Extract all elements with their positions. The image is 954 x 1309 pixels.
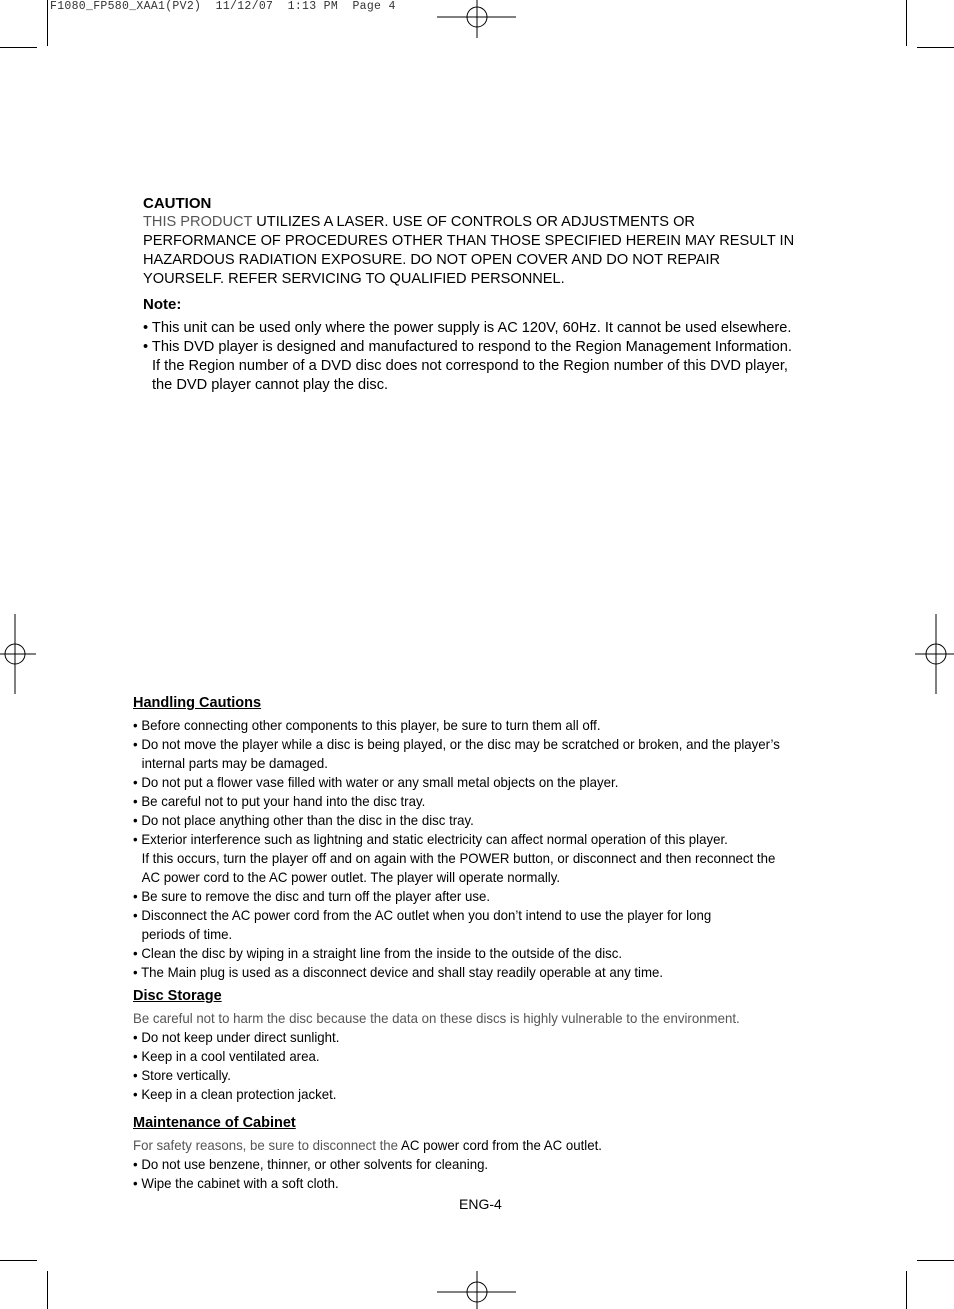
note-bullet-2-cont-2: the DVD player cannot play the disc. [152,377,389,393]
caution-title: CAUTION [143,195,212,212]
handling-line: • Clean the disc by wiping in a straight line from the inside to the outside of the disc. [133,946,623,961]
print-slug: F1080_FP580_XAA1(PV2) 11/12/07 1:13 PM Page 4 [50,0,396,13]
disc-storage-line: • Keep in a cool ventilated area. [133,1049,320,1064]
handling-line: AC power cord to the AC power outlet. The player will operate normally. [141,870,561,885]
maintenance-intro-rest: AC power cord from the AC outlet. [398,1138,602,1153]
maintenance-section [133,1114,843,1193]
maintenance-line: • Do not use benzene, thinner, or other solvents for cleaning. [133,1157,489,1172]
handling-line: • Be careful not to put your hand into the disc tray. [133,794,426,809]
handling-line: • The Main plug is used as a disconnect device and shall stay readily operable at any time. [133,965,664,980]
disc-storage-section [133,987,843,1104]
caution-line-4: YOURSELF. REFER SERVICING TO QUALIFIED PERSONNEL. [143,271,565,287]
note-section [143,295,843,395]
handling-section [133,694,843,982]
maintenance-line: • Wipe the cabinet with a soft cloth. [133,1176,339,1191]
disc-storage-line: • Keep in a clean protection jacket. [133,1087,337,1102]
disc-storage-intro: Be careful not to harm the disc because the data on these discs is highly vulnerable to the environment. [133,1011,740,1026]
note-bullet-2: • This DVD player is designed and manufactured to respond to the Region Management Information. [143,339,792,355]
handling-line: • Do not move the player while a disc is being played, or the disc may be scratched or broken, and the player’s [133,737,780,752]
registration-target-bottom [437,1271,516,1309]
note-title: Note: [143,296,182,313]
handling-line: • Exterior interference such as lightning and static electricity can affect normal operation of this player. [133,832,728,847]
maintenance-title: Maintenance of Cabinet [133,1115,296,1131]
handling-line: internal parts may be damaged. [141,756,328,771]
maintenance-intro-gray: For safety reasons, be sure to disconnect the [133,1138,399,1153]
caution-line-2: PERFORMANCE OF PROCEDURES OTHER THAN THOSE SPECIFIED HEREIN MAY RESULT IN [143,233,795,249]
registration-target-left [0,614,36,694]
caution-line-1 [143,213,843,232]
handling-line: If this occurs, turn the player off and on again with the POWER button, or disconnect and then reconnect the [141,851,776,866]
caution-line-1-text: UTILIZES A LASER. USE OF CONTROLS OR ADJUSTMENTS OR [252,214,695,230]
disc-storage-line: • Store vertically. [133,1068,231,1083]
handling-line: • Be sure to remove the disc and turn off the player after use. [133,889,491,904]
maintenance-intro [133,1136,815,1155]
handling-line: • Before connecting other components to this player, be sure to turn them all off. [133,718,601,733]
note-bullet-2-cont-1: If the Region number of a DVD disc does not correspond to the Region number of this DVD player, [152,358,788,374]
page-number: ENG-4 [459,1196,502,1212]
registration-target-top [437,0,516,38]
handling-line: • Disconnect the AC power cord from the AC outlet when you don’t intend to use the player for long [133,908,712,923]
handling-line: • Do not put a flower vase filled with water or any small metal objects on the player. [133,775,619,790]
disc-storage-line: • Do not keep under direct sunlight. [133,1030,340,1045]
registration-target-right [915,614,954,694]
disc-storage-title: Disc Storage [133,988,222,1004]
caution-lead: THIS PRODUCT [143,214,253,230]
note-bullet-1: • This unit can be used only where the power supply is AC 120V, 60Hz. It cannot be used elsewhere. [143,320,792,336]
handling-line: periods of time. [141,927,233,942]
handling-title: Handling Cautions [133,695,262,711]
caution-section [143,194,843,289]
handling-line: • Do not place anything other than the disc in the disc tray. [133,813,474,828]
caution-line-3: HAZARDOUS RADIATION EXPOSURE. DO NOT OPEN COVER AND DO NOT REPAIR [143,252,721,268]
